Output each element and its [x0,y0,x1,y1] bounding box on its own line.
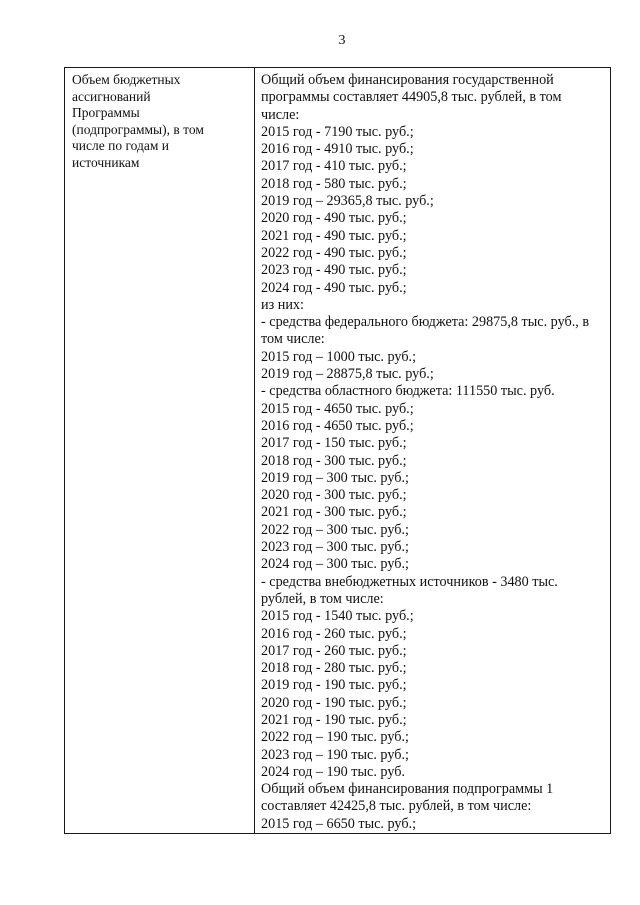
row-label: Объем бюджетных ассигнований Программы (подпрограммы), в том числе по годам и источникам [72,72,204,170]
text-line: 2017 год - 150 тыс. руб.; [261,435,407,452]
text-line: - средства федерального бюджета: 29875,8 тыс. руб., в [261,314,590,331]
text-line: 2015 год - 1540 тыс. руб.; [261,608,414,625]
text-line: Общий объем финансирования подпрограммы 1 [261,781,554,798]
text-line: - средства внебюджетных источников - 3480 тыс. [261,573,558,590]
text-line: 2016 год - 260 тыс. руб.; [261,625,407,642]
text-line: 2017 год - 410 тыс. руб.; [261,158,407,175]
text-line: 2020 год - 490 тыс. руб.; [261,210,407,227]
text-line: 2021 год - 190 тыс. руб.; [261,711,407,728]
text-line: 2020 год - 300 тыс. руб.; [261,487,407,504]
text-line: 2016 год - 4910 тыс. руб.; [261,141,414,158]
text-line: - средства областного бюджета: 111550 тыс. руб. [261,383,555,400]
text-line: 2015 год – 1000 тыс. руб.; [261,348,417,365]
page-number: 3 [338,33,346,48]
text-line: 2017 год - 260 тыс. руб.; [261,642,407,659]
text-line: 2021 год - 490 тыс. руб.; [261,227,407,244]
text-line: 2015 год – 6650 тыс. руб.; [261,815,417,832]
text-line: 2018 год - 580 тыс. руб.; [261,175,407,192]
text-line: 2023 год - 490 тыс. руб.; [261,262,407,279]
text-line: 2022 год – 300 тыс. руб.; [261,521,409,538]
text-line: 2015 год - 4650 тыс. руб.; [261,400,414,417]
text-line: 2019 год – 29365,8 тыс. руб.; [261,193,434,210]
text-line: 2018 год - 300 тыс. руб.; [261,452,407,469]
text-line: из них: [261,296,304,313]
text-line: рублей, в том числе: [261,590,384,607]
text-line: 2015 год - 7190 тыс. руб.; [261,123,414,140]
content-cell [255,68,611,834]
table-row [65,68,611,834]
text-line: том числе: [261,331,325,348]
text-line: 2024 год - 490 тыс. руб.; [261,279,407,296]
budget-table [64,67,611,834]
text-line: 2024 год – 190 тыс. руб. [261,763,406,780]
text-line: 2023 год – 190 тыс. руб.; [261,746,409,763]
text-line: составляет 42425,8 тыс. рублей, в том числе: [261,798,532,815]
text-line: Общий объем финансирования государственной [261,72,554,88]
text-line: 2019 год - 190 тыс. руб.; [261,677,407,694]
text-line: программы составляет 44905,8 тыс. рублей, в том [261,89,562,106]
text-line: 2022 год – 190 тыс. руб.; [261,729,409,746]
label-cell [65,68,255,834]
text-line: числе: [261,106,300,123]
text-line: 2020 год - 190 тыс. руб.; [261,694,407,711]
text-line: 2016 год - 4650 тыс. руб.; [261,417,414,434]
text-line: 2018 год - 280 тыс. руб.; [261,660,407,677]
text-line: 2019 год – 28875,8 тыс. руб.; [261,366,434,383]
text-line: 2021 год - 300 тыс. руб.; [261,504,407,521]
text-line: 2019 год – 300 тыс. руб.; [261,469,409,486]
text-line: 2023 год – 300 тыс. руб.; [261,539,409,556]
text-line: 2024 год – 300 тыс. руб.; [261,556,409,573]
text-line: 2022 год - 490 тыс. руб.; [261,244,407,261]
funding-lines [261,72,606,833]
